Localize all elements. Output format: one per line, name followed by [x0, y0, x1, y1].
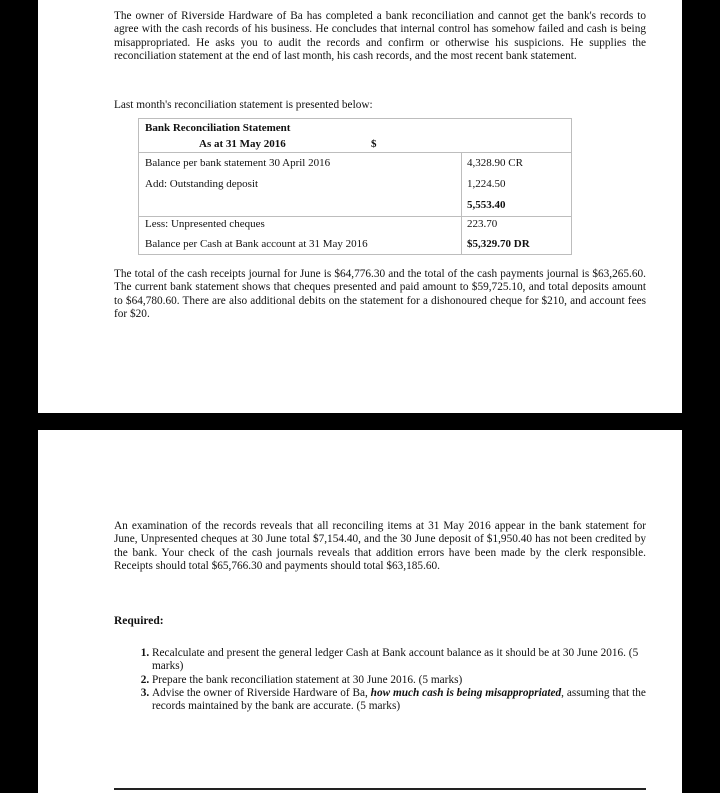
table-row-divider — [139, 216, 571, 217]
table-header-divider — [139, 152, 571, 153]
intro-paragraph: The owner of Riverside Hardware of Ba has completed a bank reconciliation and cannot get the bank's records to agree with the cash records of his business. He concludes that internal control has somehow failed and cash is being misappropriated. He asks you to audit the records and confirm or otherwise his suspicions. He supplies the reconciliation statement at the end of last month, his cash records, and the most recent bank statement. — [114, 10, 646, 62]
table-column-divider — [461, 152, 462, 254]
required-heading: Required: — [114, 615, 164, 627]
requirement-item — [152, 674, 668, 687]
row-amount: 4,328.90 CR — [467, 157, 523, 169]
requirement-text: Prepare the bank reconciliation statement at 30 June 2016. (5 marks) — [152, 673, 463, 686]
row-label: Balance per Cash at Bank account at 31 May 2016 — [145, 238, 368, 250]
statement-title: Bank Reconciliation Statement — [145, 122, 291, 134]
requirement-text: Recalculate and present the general ledger Cash at Bank account balance as it should be at 30 June 2016. (5 marks) — [152, 647, 639, 673]
requirements-list — [130, 647, 668, 713]
document-page-1 — [38, 0, 682, 413]
row-amount: 223.70 — [467, 218, 498, 230]
row-label: Balance per bank statement 30 April 2016 — [145, 157, 331, 169]
row-label: Add: Outstanding deposit — [145, 178, 259, 190]
requirement-text: Advise the owner of Riverside Hardware of Ba, — [152, 686, 371, 699]
examination-paragraph: An examination of the records reveals that all reconciling items at 31 May 2016 appear in the bank statement for June, Unpresented cheques at 30 June total $7,154.40, and the 30 June deposit of $1,950.40 has not been credited by the bank. Your check of the cash journals reveals that addition errors have been made by the clerk responsible. Receipts should total $65,766.30 and payments should total $63,185.60. — [114, 520, 646, 572]
journal-totals-paragraph: The total of the cash receipts journal for June is $64,776.30 and the total of the cash payments journal is $63,265.60. The current bank statement shows that cheques presented and paid amount to $59,725.10, and total deposits amount to $64,780.60. There are also additional debits on the statement for a dishonoured cheque for $210, and account fees for $20. — [114, 268, 646, 320]
document-page-2 — [38, 430, 682, 793]
requirement-emphasis: how much cash is being misappropriated — [370, 686, 562, 699]
footer-rule — [114, 788, 646, 790]
currency-symbol: $ — [371, 138, 377, 150]
requirement-text: , assuming that the records maintained by the bank are accurate. (5 marks) — [152, 686, 646, 713]
row-amount: 1,224.50 — [467, 178, 506, 190]
lead-in-text: Last month's reconciliation statement is presented below: — [114, 99, 373, 111]
requirement-item — [152, 647, 668, 674]
statement-date: As at 31 May 2016 — [199, 138, 286, 150]
final-balance-amount: $5,329.70 DR — [467, 238, 530, 250]
reconciliation-table — [138, 118, 572, 255]
subtotal-amount: 5,553.40 — [467, 199, 506, 211]
requirement-item — [152, 687, 668, 714]
row-label: Less: Unpresented cheques — [145, 218, 265, 230]
